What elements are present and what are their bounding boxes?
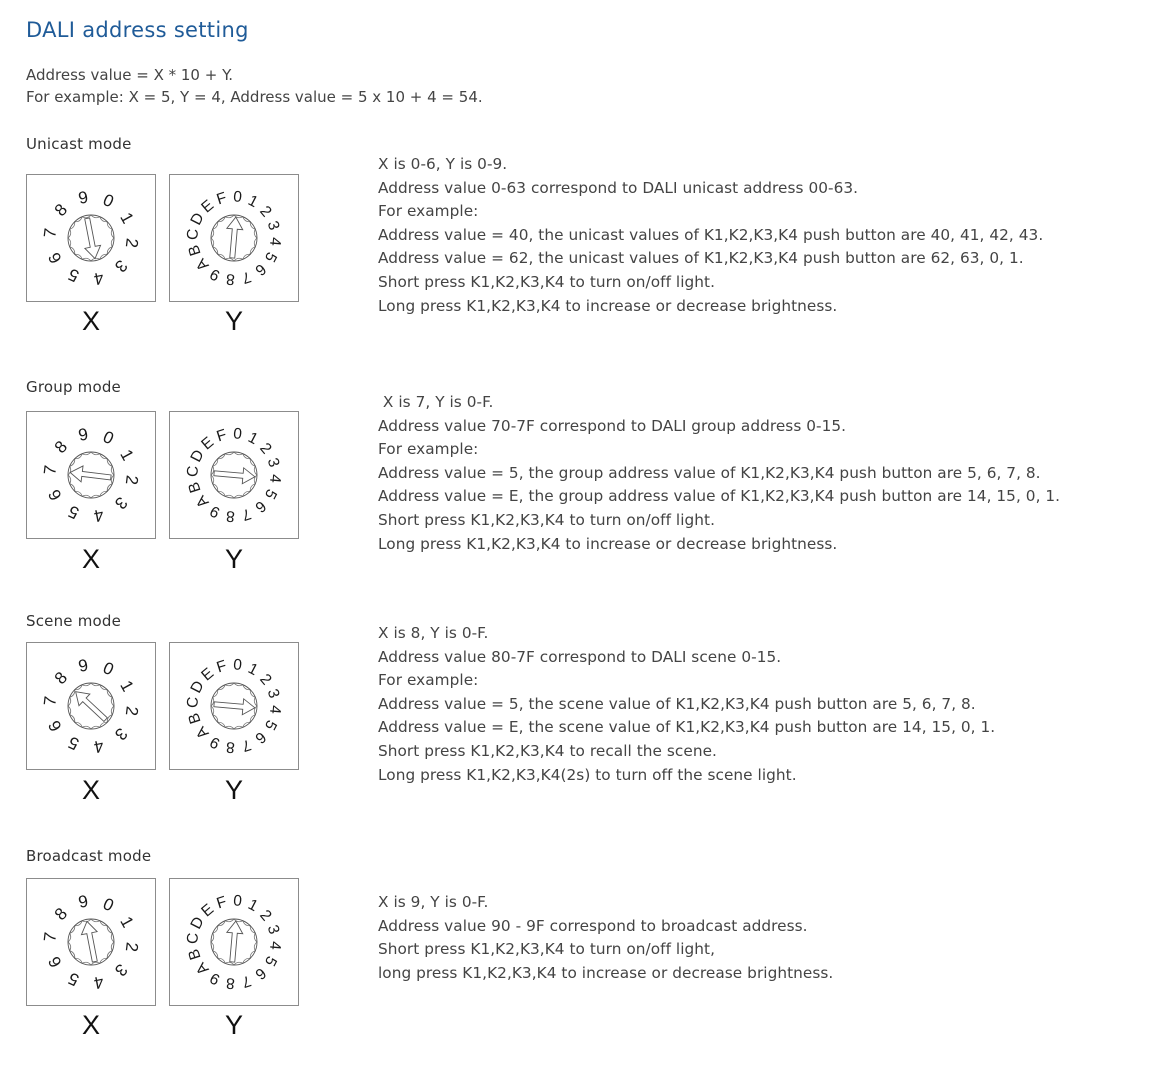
dial-position-label: F bbox=[214, 189, 229, 209]
rotary-dial-graphic bbox=[27, 175, 155, 301]
dial-position-label: 6 bbox=[251, 497, 270, 516]
x-caption: X bbox=[81, 1010, 100, 1040]
dial-position-label: 5 bbox=[260, 486, 280, 502]
dial-position-label: 6 bbox=[251, 964, 270, 983]
dial-position-label: 7 bbox=[40, 227, 61, 239]
rotary-dial-graphic bbox=[27, 879, 155, 1005]
dial-position-label: 1 bbox=[116, 446, 138, 464]
page-title: DALI address setting bbox=[26, 18, 249, 42]
dial-position-label: 2 bbox=[121, 474, 142, 486]
x-rotary-switch-scene[interactable] bbox=[26, 642, 156, 770]
group-description bbox=[378, 391, 1060, 556]
dial-position-label: 2 bbox=[121, 705, 142, 717]
dial-position-label: 5 bbox=[65, 732, 82, 754]
desc-line: Address value = 5, the group address value of K1,K2,K3,K4 push button are 5, 6, 7, 8. bbox=[378, 463, 1041, 482]
desc-line: Short press K1,K2,K3,K4 to turn on/off light, bbox=[378, 940, 715, 959]
dial-position-label: 3 bbox=[110, 724, 132, 744]
dial-position-label: B bbox=[185, 242, 205, 258]
dial-position-label: E bbox=[198, 196, 218, 217]
desc-line: Address value 0-63 correspond to DALI unicast address 00-63. bbox=[378, 178, 859, 197]
dial-position-label: 4 bbox=[266, 236, 284, 247]
section-label-broadcast: Broadcast mode bbox=[26, 847, 152, 865]
dial-position-label: E bbox=[198, 900, 218, 921]
pointer-arrow-icon bbox=[79, 217, 103, 260]
desc-line: Short press K1,K2,K3,K4 to recall the scene. bbox=[378, 741, 717, 760]
dial-position-label: B bbox=[185, 946, 205, 962]
y-rotary-switch-broadcast[interactable] bbox=[169, 878, 299, 1006]
desc-line: long press K1,K2,K3,K4 to increase or decrease brightness. bbox=[378, 963, 834, 982]
pointer-arrow-icon bbox=[213, 465, 255, 485]
pointer-arrow-icon bbox=[79, 920, 103, 963]
dial-position-label: 3 bbox=[263, 219, 283, 233]
dial-position-label: A bbox=[192, 491, 213, 511]
dial-position-label: 7 bbox=[40, 464, 61, 476]
dial-position-label: 0 bbox=[100, 658, 117, 680]
dial-position-label: 4 bbox=[266, 704, 284, 715]
dial-position-label: 2 bbox=[121, 941, 142, 953]
dial-position-label: 5 bbox=[260, 249, 280, 265]
dial-position-label: 4 bbox=[92, 736, 106, 757]
desc-line: Long press K1,K2,K3,K4 to increase or decrease brightness. bbox=[378, 534, 838, 553]
dial-position-label: D bbox=[187, 678, 208, 696]
y-rotary-switch-unicast[interactable] bbox=[169, 174, 299, 302]
y-caption: Y bbox=[224, 1010, 243, 1040]
dial-position-label: 1 bbox=[116, 209, 138, 227]
desc-line: Short press K1,K2,K3,K4 to turn on/off light. bbox=[378, 510, 715, 529]
dial-position-label: 3 bbox=[263, 687, 283, 701]
dial-position-label: 7 bbox=[40, 931, 61, 943]
section-label-scene: Scene mode bbox=[26, 612, 122, 630]
dial-position-label: 9 bbox=[76, 655, 90, 676]
dial-position-label: 6 bbox=[44, 717, 66, 735]
dial-position-label: 1 bbox=[116, 677, 138, 695]
dial-position-label: A bbox=[192, 958, 213, 978]
pointer-arrow-icon bbox=[69, 465, 112, 486]
dial-position-label: 9 bbox=[207, 264, 223, 284]
pointer-arrow-icon bbox=[213, 696, 255, 716]
dial-position-label: 7 bbox=[239, 267, 253, 287]
desc-line: For example: bbox=[378, 440, 479, 459]
dial-position-label: 4 bbox=[92, 972, 106, 993]
rotary-dial-graphic bbox=[27, 412, 155, 538]
x-caption: X bbox=[81, 544, 100, 574]
dial-position-label: C bbox=[184, 228, 203, 241]
dial-position-label: 7 bbox=[239, 735, 253, 755]
dial-position-label: 8 bbox=[50, 200, 72, 220]
x-rotary-switch-group[interactable] bbox=[26, 411, 156, 539]
dial-position-label: 2 bbox=[256, 202, 275, 221]
dial-position-label: 1 bbox=[245, 660, 261, 680]
dial-position-label: 8 bbox=[225, 974, 236, 992]
desc-line: X is 9, Y is 0-F. bbox=[378, 893, 489, 911]
rotary-dial-graphic bbox=[170, 175, 298, 301]
desc-line: For example: bbox=[378, 202, 479, 221]
x-caption: X bbox=[81, 775, 100, 805]
section-label-unicast: Unicast mode bbox=[26, 135, 132, 153]
dial-position-label: A bbox=[192, 722, 213, 742]
y-rotary-switch-group[interactable] bbox=[169, 411, 299, 539]
dial-position-label: 0 bbox=[100, 894, 117, 916]
dial-position-label: 7 bbox=[239, 504, 253, 524]
pointer-arrow-icon bbox=[224, 920, 244, 962]
desc-line: X is 8, Y is 0-F. bbox=[378, 624, 489, 642]
y-caption: Y bbox=[224, 775, 243, 805]
dial-position-label: 6 bbox=[251, 260, 270, 279]
dial-position-label: 4 bbox=[266, 473, 284, 484]
dial-position-label: 8 bbox=[50, 904, 72, 924]
desc-line: Address value 70-7F correspond to DALI group address 0-15. bbox=[378, 416, 847, 435]
example-line: For example: X = 5, Y = 4, Address value = 5 x 10 + 4 = 54. bbox=[26, 88, 483, 106]
desc-line: Address value = E, the scene value of K1,K2,K3,K4 push button are 14, 15, 0, 1. bbox=[378, 718, 996, 737]
y-rotary-switch-scene[interactable] bbox=[169, 642, 299, 770]
desc-line: Address value = 62, the unicast values of K1,K2,K3,K4 push button are 62, 63, 0, 1. bbox=[378, 249, 1024, 268]
desc-line: X is 7, Y is 0-F. bbox=[378, 393, 494, 411]
dial-position-label: 3 bbox=[263, 923, 283, 937]
dial-position-label: 5 bbox=[65, 264, 82, 286]
y-caption: Y bbox=[224, 306, 243, 336]
desc-line: Long press K1,K2,K3,K4 to increase or decrease brightness. bbox=[378, 296, 838, 315]
desc-line: Address value 80-7F correspond to DALI scene 0-15. bbox=[378, 647, 782, 666]
dial-position-label: 5 bbox=[65, 968, 82, 990]
dial-position-label: 4 bbox=[92, 505, 106, 526]
dial-position-label: 5 bbox=[65, 501, 82, 523]
rotary-dial-graphic bbox=[170, 412, 298, 538]
dial-position-label: 6 bbox=[44, 486, 66, 504]
dial-position-label: 0 bbox=[232, 656, 243, 674]
dial-position-label: F bbox=[214, 426, 229, 446]
dial-position-label: 7 bbox=[40, 695, 61, 707]
x-caption: X bbox=[81, 306, 100, 336]
dial-position-label: C bbox=[184, 932, 203, 945]
formula-line: Address value = X * 10 + Y. bbox=[26, 66, 233, 84]
dial-position-label: C bbox=[184, 696, 203, 709]
dial-position-label: D bbox=[187, 210, 208, 228]
rotary-dial-graphic bbox=[170, 879, 298, 1005]
dial-position-label: 0 bbox=[232, 892, 243, 910]
dial-position-label: 9 bbox=[207, 732, 223, 752]
dial-position-label: 2 bbox=[121, 237, 142, 249]
dial-position-label: D bbox=[187, 914, 208, 932]
scene-description bbox=[378, 622, 995, 787]
desc-line: Address value = 40, the unicast values of K1,K2,K3,K4 push button are 40, 41, 42, 43. bbox=[378, 225, 1044, 244]
intro-text bbox=[26, 64, 483, 108]
dial-position-label: 0 bbox=[232, 188, 243, 206]
dial-position-label: 4 bbox=[92, 268, 106, 289]
dial-position-label: 1 bbox=[116, 913, 138, 931]
dial-position-label: 1 bbox=[245, 192, 261, 212]
dial-position-label: 6 bbox=[44, 953, 66, 971]
desc-line: For example: bbox=[378, 671, 479, 690]
desc-line: Address value = 5, the scene value of K1,K2,K3,K4 push button are 5, 6, 7, 8. bbox=[378, 694, 976, 713]
dial-position-label: 3 bbox=[110, 256, 132, 276]
dial-position-label: 0 bbox=[100, 190, 117, 212]
dial-position-label: 9 bbox=[76, 891, 90, 912]
desc-line: X is 0-6, Y is 0-9. bbox=[378, 155, 508, 173]
pointer-arrow-icon bbox=[224, 216, 244, 258]
dial-position-label: 8 bbox=[50, 437, 72, 457]
dial-position-label: A bbox=[192, 254, 213, 274]
dial-position-label: E bbox=[198, 664, 218, 685]
desc-line: Address value = E, the group address value of K1,K2,K3,K4 push button are 14, 15, 0, 1. bbox=[378, 487, 1061, 506]
rotary-dial-graphic bbox=[27, 643, 155, 769]
desc-line: Address value 90 - 9F correspond to broadcast address. bbox=[378, 916, 808, 935]
dial-position-label: 2 bbox=[256, 906, 275, 925]
dial-position-label: 9 bbox=[76, 424, 90, 445]
dial-position-label: 0 bbox=[232, 425, 243, 443]
dial-position-label: 1 bbox=[245, 896, 261, 916]
dial-position-label: 5 bbox=[260, 953, 280, 969]
pointer-arrow-icon bbox=[70, 686, 111, 726]
dial-position-label: 5 bbox=[260, 717, 280, 733]
dial-position-label: 4 bbox=[266, 940, 284, 951]
dial-position-label: B bbox=[185, 710, 205, 726]
dial-position-label: 3 bbox=[110, 960, 132, 980]
dial-position-label: 9 bbox=[207, 501, 223, 521]
x-rotary-switch-broadcast[interactable] bbox=[26, 878, 156, 1006]
dial-position-label: 9 bbox=[207, 968, 223, 988]
y-caption: Y bbox=[224, 544, 243, 574]
desc-line: Long press K1,K2,K3,K4(2s) to turn off the scene light. bbox=[378, 765, 797, 784]
dial-position-label: 8 bbox=[225, 270, 236, 288]
dial-position-label: 3 bbox=[263, 456, 283, 470]
dial-position-label: 8 bbox=[50, 668, 72, 688]
dial-position-label: E bbox=[198, 433, 218, 454]
dial-position-label: 8 bbox=[225, 507, 236, 525]
dial-position-label: 3 bbox=[110, 493, 132, 513]
broadcast-description bbox=[378, 891, 833, 985]
section-label-group: Group mode bbox=[26, 378, 121, 396]
dial-position-label: 6 bbox=[251, 728, 270, 747]
dial-position-label: 9 bbox=[76, 187, 90, 208]
dial-position-label: 7 bbox=[239, 971, 253, 991]
dial-position-label: 1 bbox=[245, 429, 261, 449]
rotary-dial-graphic bbox=[170, 643, 298, 769]
dial-position-label: 2 bbox=[256, 439, 275, 458]
dial-position-label: D bbox=[187, 447, 208, 465]
dial-position-label: 6 bbox=[44, 249, 66, 267]
dial-position-label: 8 bbox=[225, 738, 236, 756]
dial-position-label: B bbox=[185, 479, 205, 495]
unicast-description bbox=[378, 153, 1043, 318]
dial-position-label: 0 bbox=[100, 427, 117, 449]
dial-position-label: F bbox=[214, 893, 229, 913]
x-rotary-switch-unicast[interactable] bbox=[26, 174, 156, 302]
dial-position-label: F bbox=[214, 657, 229, 677]
dial-position-label: 2 bbox=[256, 670, 275, 689]
dial-position-label: C bbox=[184, 465, 203, 478]
desc-line: Short press K1,K2,K3,K4 to turn on/off light. bbox=[378, 272, 715, 291]
